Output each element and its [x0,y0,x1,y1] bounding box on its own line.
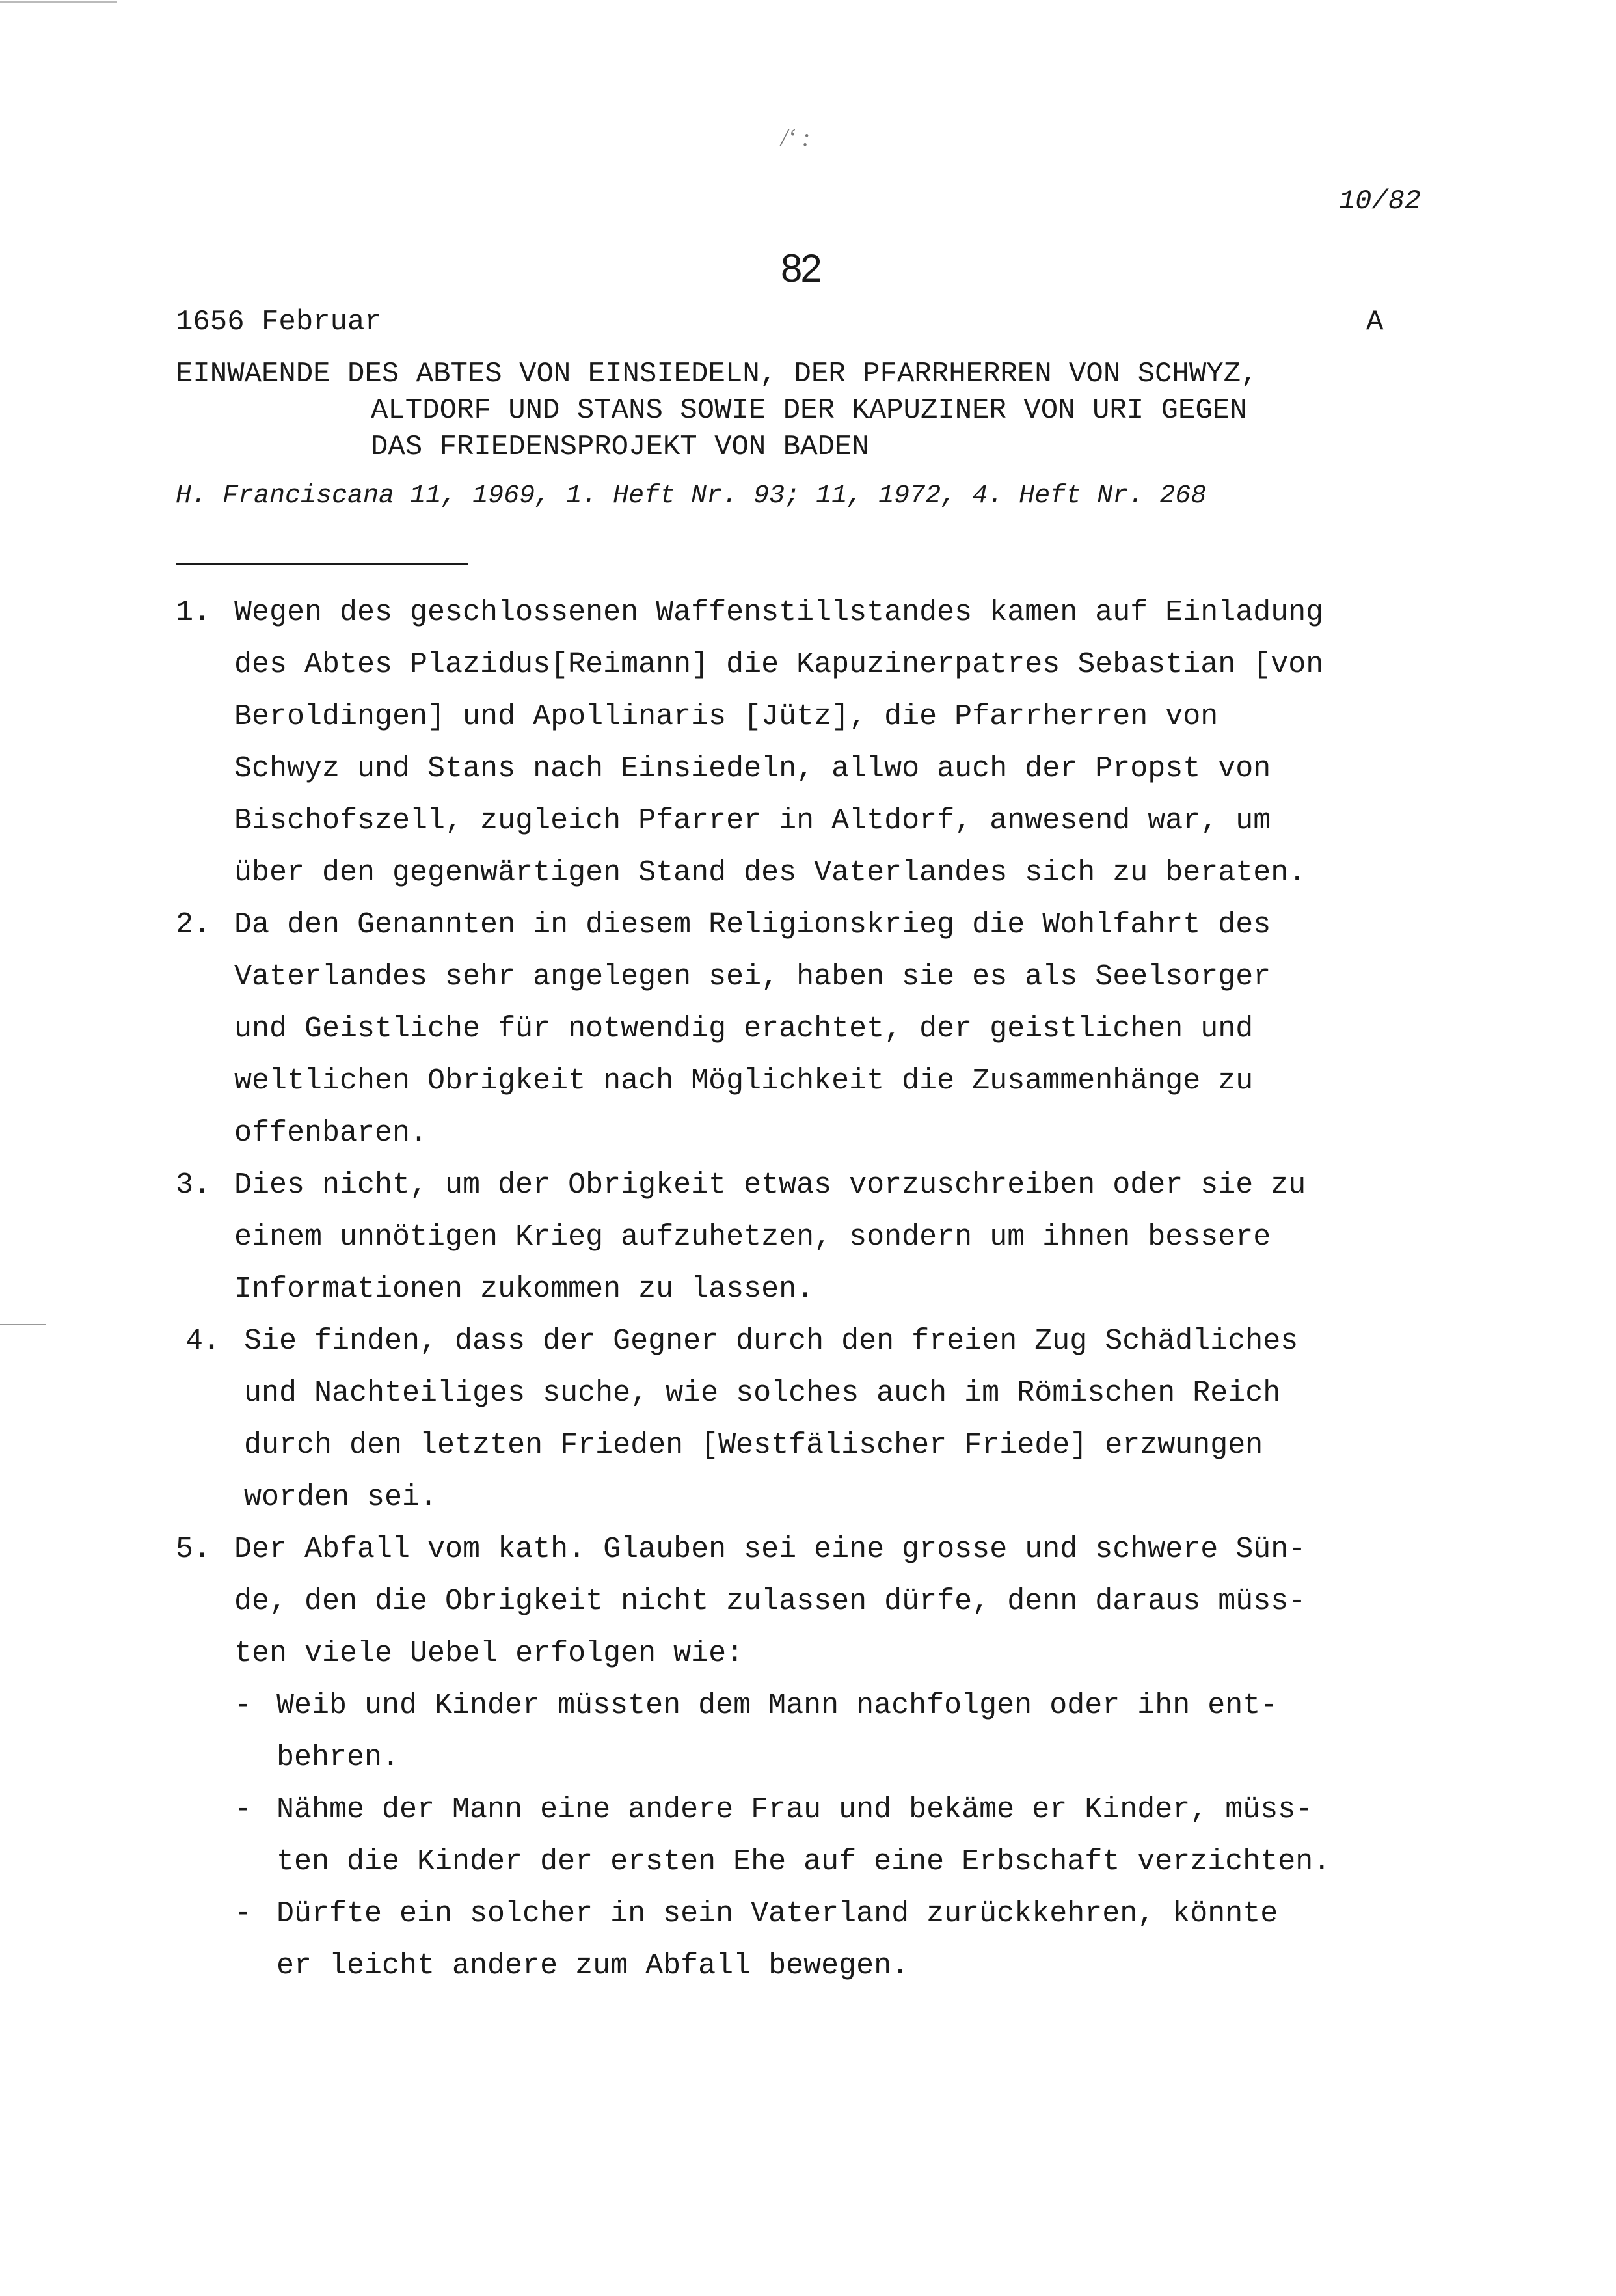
document-number: 82 [781,247,820,290]
dash-line: Nähme der Mann eine andere Frau und bekäme er Kinder, müss- [276,1793,1313,1826]
item-number: 1. [176,596,211,629]
item-line: Da den Genannten in diesem Religionskrieg die Wohlfahrt des [234,908,1271,941]
text-letter: A [1366,306,1384,338]
dash-line: ten die Kinder der ersten Ehe auf eine Erbschaft verzichten. [276,1845,1331,1878]
item-line: Bischofszell, zugleich Pfarrer in Altdorf, anwesend war, um [234,804,1271,837]
item-line: einem unnötigen Krieg aufzuhetzen, sondern um ihnen bessere [234,1221,1271,1254]
item-line: worden sei. [244,1481,438,1514]
scan-edge-mark [0,1324,46,1325]
dash-line: behren. [276,1741,400,1774]
item-line: des Abtes Plazidus[Reimann] die Kapuzinerpatres Sebastian [von [234,648,1324,681]
item-line: Dies nicht, um der Obrigkeit etwas vorzuschreiben oder sie zu [234,1168,1306,1202]
item-line: und Nachteiliges suche, wie solches auch im Römischen Reich [244,1377,1281,1410]
dash-line: Dürfte ein solcher in sein Vaterland zurückkehren, könnte [276,1897,1278,1930]
dash-line: Weib und Kinder müssten dem Mann nachfolgen oder ihn ent- [276,1689,1278,1722]
dash-line: er leicht andere zum Abfall bewegen. [276,1949,909,1982]
item-line: Sie finden, dass der Gegner durch den freien Zug Schädliches [244,1325,1299,1358]
item-number: 5. [176,1533,211,1566]
item-line: Schwyz und Stans nach Einsiedeln, allwo auch der Propst von [234,752,1271,785]
archive-number: 10/82 [1338,185,1421,217]
title-line-2: ALTDORF UND STANS SOWIE DER KAPUZINER VON URI GEGEN [371,394,1247,427]
handwritten-folio-mark: /‘ : [781,124,811,152]
title-line-1: EINWAENDE DES ABTES VON EINSIEDELN, DER PFARRHERREN VON SCHWYZ, [176,358,1258,390]
item-line: de, den die Obrigkeit nicht zulassen dürfe, denn daraus müss- [234,1585,1306,1618]
item-line: weltlichen Obrigkeit nach Möglichkeit die Zusammenhänge zu [234,1064,1254,1098]
item-line: durch den letzten Frieden [Westfälischer Friede] erzwungen [244,1429,1263,1462]
item-line: Vaterlandes sehr angelegen sei, haben sie es als Seelsorger [234,960,1271,993]
item-line: offenbaren. [234,1116,428,1150]
separator-rule [176,563,468,565]
item-line: ten viele Uebel erfolgen wie: [234,1637,744,1670]
item-number: 2. [176,908,211,941]
item-number: 3. [176,1168,211,1202]
dash-marker: - [234,1793,252,1826]
source-reference: H. Franciscana 11, 1969, 1. Heft Nr. 93; 11, 1972, 4. Heft Nr. 268 [176,481,1207,511]
dash-marker: - [234,1897,252,1930]
scan-top-edge [0,1,117,3]
item-line: Wegen des geschlossenen Waffenstillstandes kamen auf Einladung [234,596,1324,629]
title-line-3: DAS FRIEDENSPROJEKT VON BADEN [371,431,869,463]
item-line: Beroldingen] und Apollinaris [Jütz], die Pfarrherren von [234,700,1219,733]
document-date: 1656 Februar [176,306,382,338]
item-line: Informationen zukommen zu lassen. [234,1273,815,1306]
item-line: Der Abfall vom kath. Glauben sei eine grosse und schwere Sün- [234,1533,1306,1566]
item-line: und Geistliche für notwendig erachtet, der geistlichen und [234,1012,1254,1046]
item-number: 4. [185,1325,221,1358]
item-line: über den gegenwärtigen Stand des Vaterlandes sich zu beraten. [234,856,1306,889]
dash-marker: - [234,1689,252,1722]
